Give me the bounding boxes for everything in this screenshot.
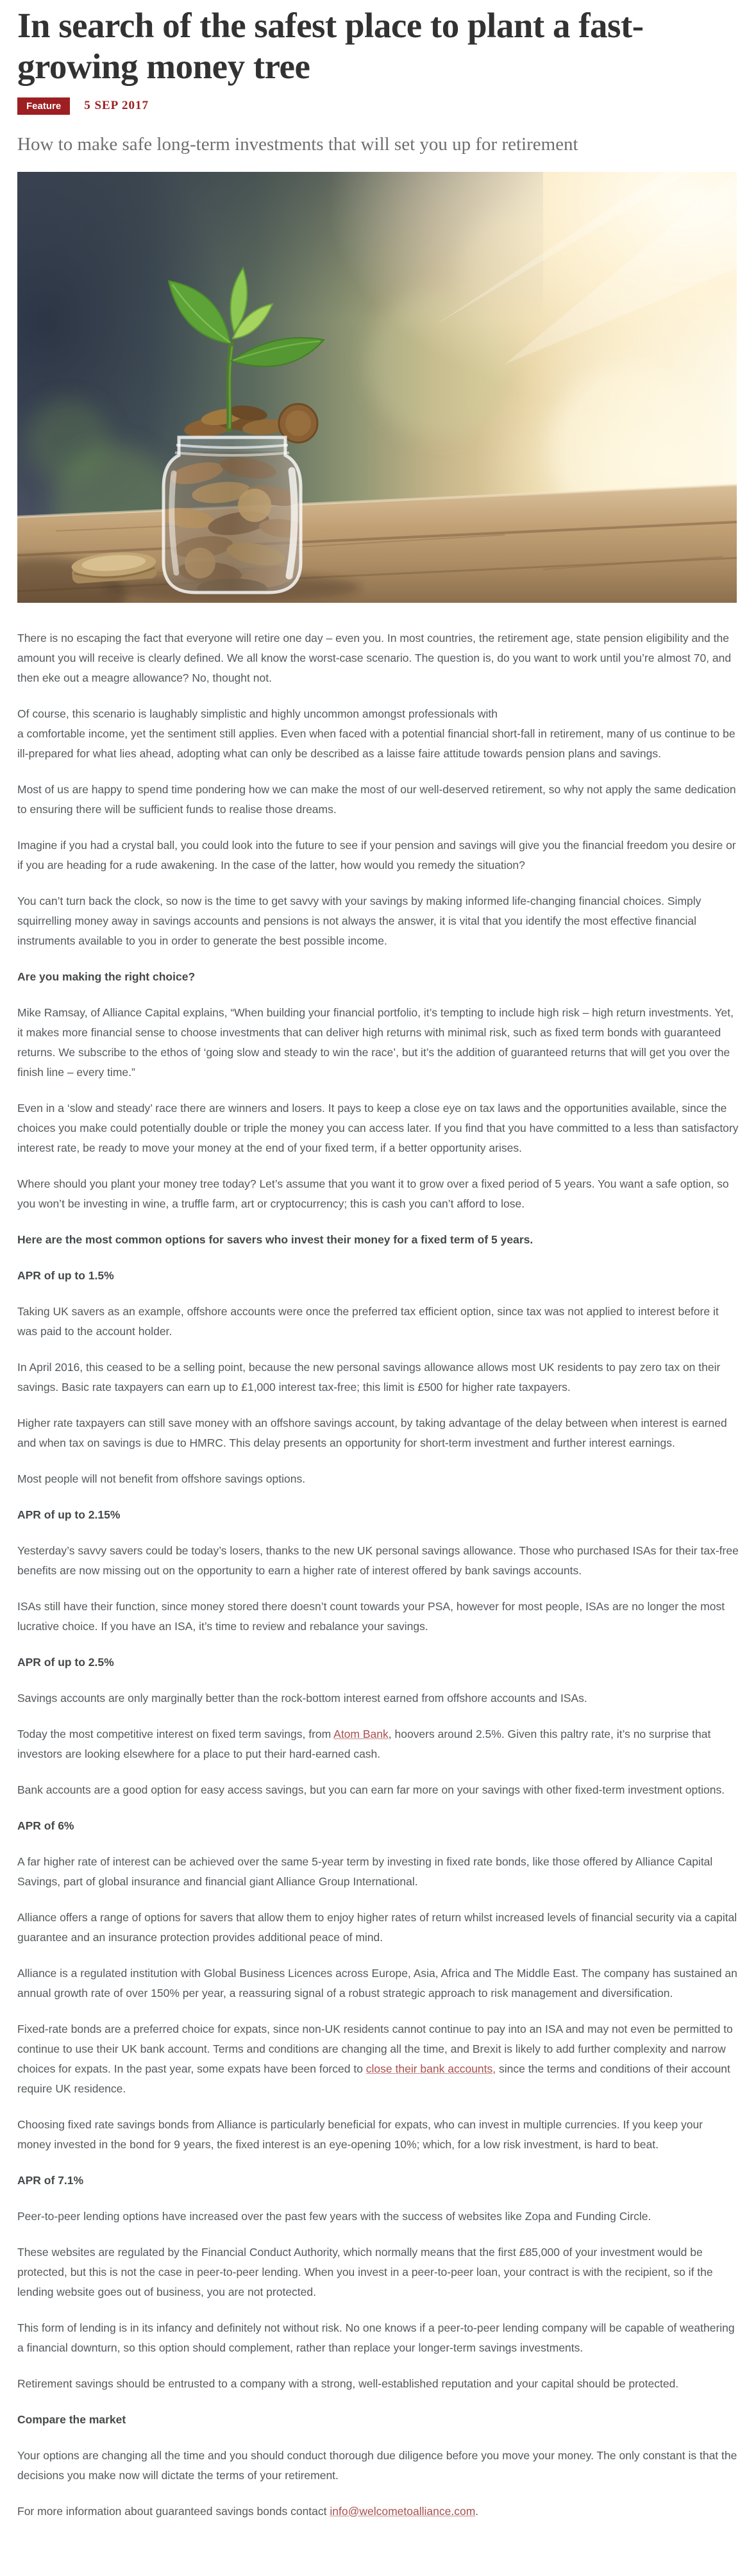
- text-run: APR of up to 2.15%: [17, 1508, 121, 1521]
- article-paragraph: [17, 2446, 739, 2486]
- article-paragraph: [17, 836, 739, 875]
- text-run: Imagine if you had a crystal ball, you could look into the future to see if your pension and savings will give you the financial freedom you desire or if you are heading for a rude awakening. In the case of the latter, how would you remedy the situation?: [17, 838, 736, 871]
- text-run: APR of up to 1.5%: [17, 1268, 114, 1282]
- article-paragraph: [17, 1597, 739, 1637]
- section-heading: [17, 967, 739, 987]
- text-run: since the terms and conditions of their account require UK residence.: [17, 2062, 730, 2095]
- article-date: 5 SEP 2017: [84, 99, 149, 113]
- text-run: This form of lending is in its infancy and definitely not without risk. No one knows if a peer-to-peer lending company will be capable of weathering a financial downturn, so this option should complement, rather than replace your longer-term savings investments.: [17, 2321, 735, 2354]
- article-paragraph: [17, 2019, 739, 2099]
- text-run: a comfortable income, yet the sentiment still applies. Even when faced with a potential financial short-fall in retirement, many of us continue to be ill-prepared for what lies ahead, adopting what can only be described as a laisse faire attitude towards pension plans and savings.: [17, 727, 735, 760]
- article-paragraph: [17, 1908, 739, 1948]
- article-paragraph: [17, 2207, 739, 2227]
- article-paragraph: [17, 1688, 739, 1708]
- text-run: Bank accounts are a good option for easy access savings, but you can earn far more on your savings with other fixed-term investment options.: [17, 1783, 725, 1796]
- section-heading: [17, 1505, 739, 1525]
- hero-image: [17, 172, 737, 603]
- article-paragraph: [17, 1469, 739, 1489]
- text-run: APR of 7.1%: [17, 2173, 84, 2187]
- text-run: Fixed-rate bonds are a preferred choice for expats, since non-UK residents cannot continue to pay into an ISA and may not even be permitted to continue to use their UK bank account. Terms and conditions are changing all the time, and Brexit is likely to add further complexity and narrow choices for expats. In the past year, some expats have been forced to: [17, 2022, 733, 2075]
- section-heading: [17, 1266, 739, 1286]
- text-run: Most of us are happy to spend time pondering how we can make the most of our well-deserved retirement, so why not apply the same dedication to ensuring there will be sufficient funds to realise those dreams.: [17, 782, 736, 816]
- text-run: Here are the most common options for savers who invest their money for a fixed term of 5 years.: [17, 1233, 533, 1246]
- section-heading: [17, 1816, 739, 1836]
- article-paragraph: [17, 1003, 739, 1082]
- section-heading: [17, 1230, 739, 1250]
- text-run: Even in a ‘slow and steady’ race there are winners and losers. It pays to keep a close eye on tax laws and the opportunities available, since the choices you make could potentially double or triple the money you can access later. If you find that you have committed to a less than satisfactory interest rate, be ready to move your money at the end of your fixed term, if a better opportunity arises.: [17, 1101, 739, 1154]
- article-paragraph: [17, 891, 739, 951]
- page-title: In search of the safest place to plant a fast-growing money tree: [17, 6, 644, 86]
- article-paragraph: [17, 1964, 739, 2003]
- text-run: APR of up to 2.5%: [17, 1655, 114, 1669]
- article-paragraph: [17, 1541, 739, 1581]
- article-body: [17, 628, 739, 2521]
- category-badge[interactable]: Feature: [17, 97, 70, 115]
- text-run: Peer-to-peer lending options have increased over the past few years with the success of websites like Zopa and Funding Circle.: [17, 2209, 651, 2223]
- money-jar-photo: [17, 172, 737, 603]
- article-paragraph: [17, 780, 739, 820]
- text-run: Yesterday’s savvy savers could be today’s losers, thanks to the new UK personal savings allowance. Those who purchased ISAs for their tax-free benefits are now missing out on the opportunity to earn a higher rate of interest offered by bank savings accounts.: [17, 1544, 739, 1577]
- article-paragraph: [17, 1174, 739, 1214]
- text-run: ISAs still have their function, since money stored there doesn’t count towards your PSA, however for most people, ISAs are no longer the most lucrative choice. If you have an ISA, it’s time to review and rebalance your savings.: [17, 1599, 725, 1633]
- text-run: .: [475, 2504, 479, 2518]
- text-run: These websites are regulated by the Financial Conduct Authority, which normally means that the first £85,000 of your investment would be protected, but this is not the case in peer-to-peer lending. When you invest in a peer-to-peer loan, your contract is with the recipient, so if the lending website goes out of business, you are not protected.: [17, 2245, 713, 2298]
- text-run: Of course, this scenario is laughably simplistic and highly uncommon amongst professionals with: [17, 707, 498, 720]
- text-run: Most people will not benefit from offshore savings options.: [17, 1472, 306, 1485]
- text-run: Alliance offers a range of options for savers that allow them to enjoy higher rates of return whilst increased levels of financial security via a capital guarantee and an insurance protection provides additional peace of mind.: [17, 1910, 737, 1944]
- text-run: Where should you plant your money tree today? Let’s assume that you want it to grow over a fixed period of 5 years. You want a safe option, so you won’t be investing in wine, a truffle farm, art or cryptocurrency; this is cash you can’t afford to lose.: [17, 1177, 729, 1210]
- text-run: Alliance is a regulated institution with Global Business Licences across Europe, Asia, Africa and The Middle East. The company has sustained an annual growth rate of over 150% per year, a reassuring signal of a robust strategic approach to risk management and diversification.: [17, 1966, 737, 1999]
- article-paragraph: [17, 2115, 739, 2155]
- article-paragraph: [17, 2374, 739, 2394]
- text-run: Savings accounts are only marginally better than the rock-bottom interest earned from offshore accounts and ISAs.: [17, 1691, 587, 1705]
- article-paragraph: [17, 1852, 739, 1892]
- article-paragraph: [17, 1780, 739, 1800]
- contact-email-link[interactable]: info@welcometoalliance.com: [330, 2504, 476, 2518]
- text-run: A far higher rate of interest can be achieved over the same 5-year term by investing in fixed rate bonds, like those offered by Alliance Capital Savings, part of global insurance and financial giant Alliance Group International.: [17, 1855, 713, 1888]
- text-run: Compare the market: [17, 2412, 126, 2426]
- section-heading: [17, 1653, 739, 1672]
- text-run: Taking UK savers as an example, offshore accounts were once the preferred tax efficient option, since tax was not applied to interest before it was paid to the account holder.: [17, 1304, 719, 1338]
- text-run: Choosing fixed rate savings bonds from Alliance is particularly beneficial for expats, who can invest in multiple currencies. If you keep your money invested in the bond for 9 years, the fixed interest is an eye-opening 10%; which, for a low risk investment, is hard to beat.: [17, 2117, 703, 2151]
- text-run: , hoovers around 2.5%. Given this paltry rate, it’s no surprise that investors are looking elsewhere for a place to put their hard-earned cash.: [17, 1727, 711, 1760]
- article-paragraph: [17, 1358, 739, 1397]
- text-run: Mike Ramsay, of Alliance Capital explains, “When building your financial portfolio, it’s tempting to include high risk – high return investments. Yet, it makes more financial sense to choose investments that can deliver high returns with minimal risk, such as fixed term bonds with guaranteed returns. We subscribe to the ethos of ‘going slow and steady to win the race’, but it’s the addition of guaranteed returns that will get you over the finish line – every time.”: [17, 1006, 734, 1079]
- article-paragraph: [17, 1413, 739, 1453]
- text-run: Your options are changing all the time and you should conduct thorough due diligence before you move your money. The only constant is that the decisions you make now will dictate the terms of your retirement.: [17, 2448, 737, 2482]
- text-run: There is no escaping the fact that everyone will retire one day – even you. In most countries, the retirement age, state pension eligibility and the amount you will receive is clearly defined. We all know the worst-case scenario. The question is, do you want to work until you’re almost 70, and then eke out a meagre allowance? No, thought not.: [17, 631, 732, 684]
- article-paragraph: [17, 704, 739, 764]
- section-heading: [17, 2171, 739, 2191]
- article-paragraph: [17, 1099, 739, 1158]
- text-run: APR of 6%: [17, 1819, 74, 1832]
- section-heading: [17, 2410, 739, 2430]
- article-paragraph: [17, 1724, 739, 1764]
- article-paragraph: [17, 1302, 739, 1342]
- article-paragraph: [17, 2318, 739, 2358]
- text-run: Retirement savings should be entrusted to a company with a strong, well-established reputation and your capital should be protected.: [17, 2377, 679, 2390]
- text-run: In April 2016, this ceased to be a selling point, because the new personal savings allowance allows most UK residents to pay zero tax on their savings. Basic rate taxpayers can earn up to £1,000 interest tax-free; this limit is £500 for higher rate taxpayers.: [17, 1360, 721, 1393]
- text-run: For more information about guaranteed savings bonds contact: [17, 2504, 330, 2518]
- text-run: Today the most competitive interest on fixed term savings, from: [17, 1727, 334, 1740]
- article-meta: [17, 97, 739, 115]
- article-paragraph: [17, 2502, 739, 2521]
- text-run: You can’t turn back the clock, so now is the time to get savvy with your savings by making informed life-changing financial choices. Simply squirrelling money away in savings accounts and pensions is not always the answer, it is vital that you identify the most effective financial instruments available to you in order to generate the best possible income.: [17, 894, 701, 947]
- text-run: Are you making the right choice?: [17, 970, 196, 983]
- close-accounts-link[interactable]: close their bank accounts,: [365, 2062, 496, 2075]
- coin-jar: [159, 437, 308, 599]
- article-subtitle: How to make safe long-term investments that will set you up for retirement: [17, 133, 578, 155]
- article-paragraph: [17, 2243, 739, 2302]
- article-paragraph: [17, 628, 739, 688]
- text-run: Higher rate taxpayers can still save money with an offshore savings account, by taking advantage of the delay between when interest is earned and when tax on savings is due to HMRC. This delay presents an opportunity for short-term investment and further interest earnings.: [17, 1416, 727, 1449]
- atom-bank-link[interactable]: Atom Bank: [333, 1727, 389, 1740]
